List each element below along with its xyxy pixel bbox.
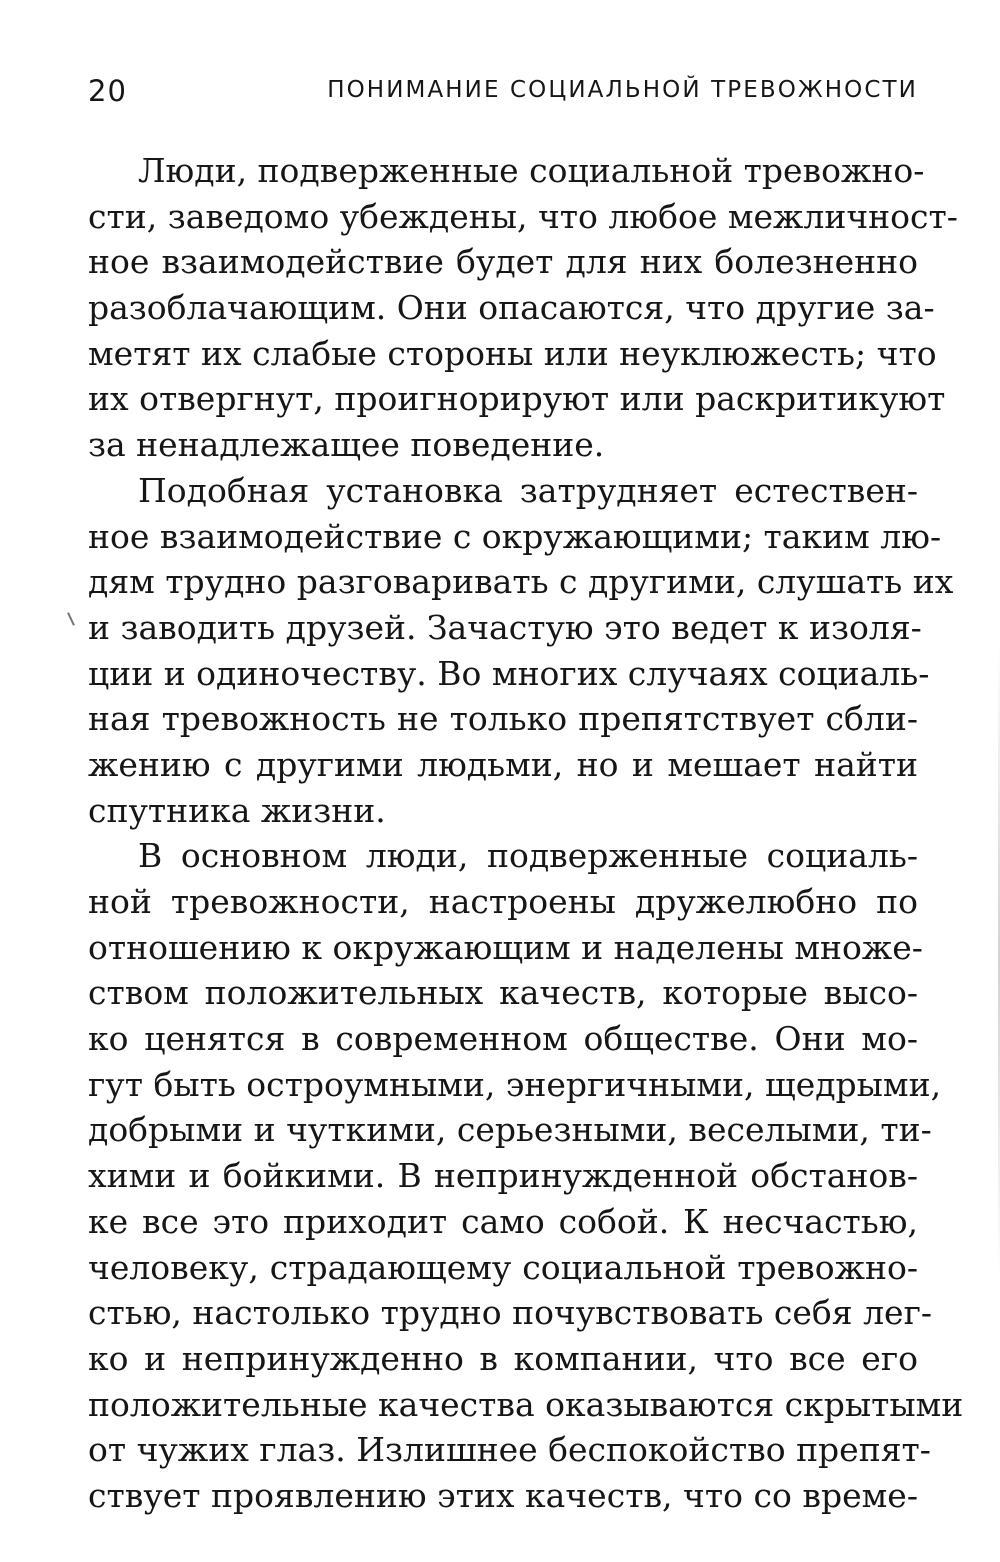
text-line: положительные качества оказываются скрытыми — [88, 1384, 964, 1424]
page-number: 20 — [88, 74, 127, 108]
text-line: и заводить друзей. Зачастую это ведет к изоля- — [88, 607, 922, 647]
text-line: добрыми и чуткими, серьезными, веселыми, ти- — [88, 1110, 932, 1150]
text-line: ко ценятся в современном обществе. Они мо- — [88, 1019, 918, 1059]
text-line: стью, настолько трудно почувствовать себя лег- — [88, 1293, 933, 1333]
paragraph-2 — [88, 468, 954, 834]
text-line: гут быть остроумными, энергичными, щедрыми, — [88, 1064, 942, 1104]
text-line: ством положительных качеств, которые высо- — [88, 973, 918, 1013]
text-line: ствует проявлению этих качеств, что со време- — [88, 1475, 918, 1515]
text-line: сти, заведомо убеждены, что любое межличност- — [88, 196, 958, 236]
text-line: разоблачающим. Они опасаются, что другие за- — [88, 288, 935, 328]
text-line: ное взаимодействие будет для них болезненно — [88, 242, 918, 282]
paragraph-1 — [88, 148, 958, 468]
text-line: их отвергнут, проигнорируют или раскритикуют — [88, 379, 946, 419]
text-line: за ненадлежащее поведение. — [88, 425, 605, 465]
text-line: человеку, страдающему социальной тревожно- — [88, 1247, 918, 1287]
margin-mark — [67, 612, 75, 626]
text-line: метят их слабые стороны или неуклюжесть; что — [88, 333, 937, 373]
text-line: ко и непринужденно в компании, что все его — [88, 1338, 918, 1378]
text-line: от чужих глаз. Излишнее беспокойство препят- — [88, 1430, 931, 1470]
body-text — [88, 148, 964, 1519]
text-line: ции и одиночеству. Во многих случаях социаль- — [88, 653, 930, 693]
running-header — [88, 74, 918, 118]
text-line: ке все это приходит само собой. К несчастью, — [88, 1201, 918, 1241]
text-line: дям трудно разговаривать с другими, слушать их — [88, 562, 954, 602]
text-line: жению с другими людьми, но и мешает найти — [88, 744, 918, 784]
text-line: ное взаимодействие с окружающими; таким лю- — [88, 516, 942, 556]
text-line: ная тревожность не только препятствует сбли- — [88, 699, 918, 739]
text-line: спутника жизни. — [88, 790, 386, 830]
text-line: отношению к окружающим и наделены множе- — [88, 927, 923, 967]
paragraph-3 — [88, 833, 964, 1518]
text-line: ной тревожности, настроены дружелюбно по — [88, 882, 918, 921]
running-header-title: ПОНИМАНИЕ СОЦИАЛЬНОЙ ТРЕВОЖНОСТИ — [327, 77, 918, 103]
text-line: хими и бойкими. В непринужденной обстанов- — [88, 1156, 918, 1196]
text-line: Подобная установка затрудняет естествен- — [138, 470, 918, 510]
text-line: В основном люди, подверженные социаль- — [138, 836, 918, 876]
text-line: Люди, подверженные социальной тревожно- — [138, 151, 925, 190]
